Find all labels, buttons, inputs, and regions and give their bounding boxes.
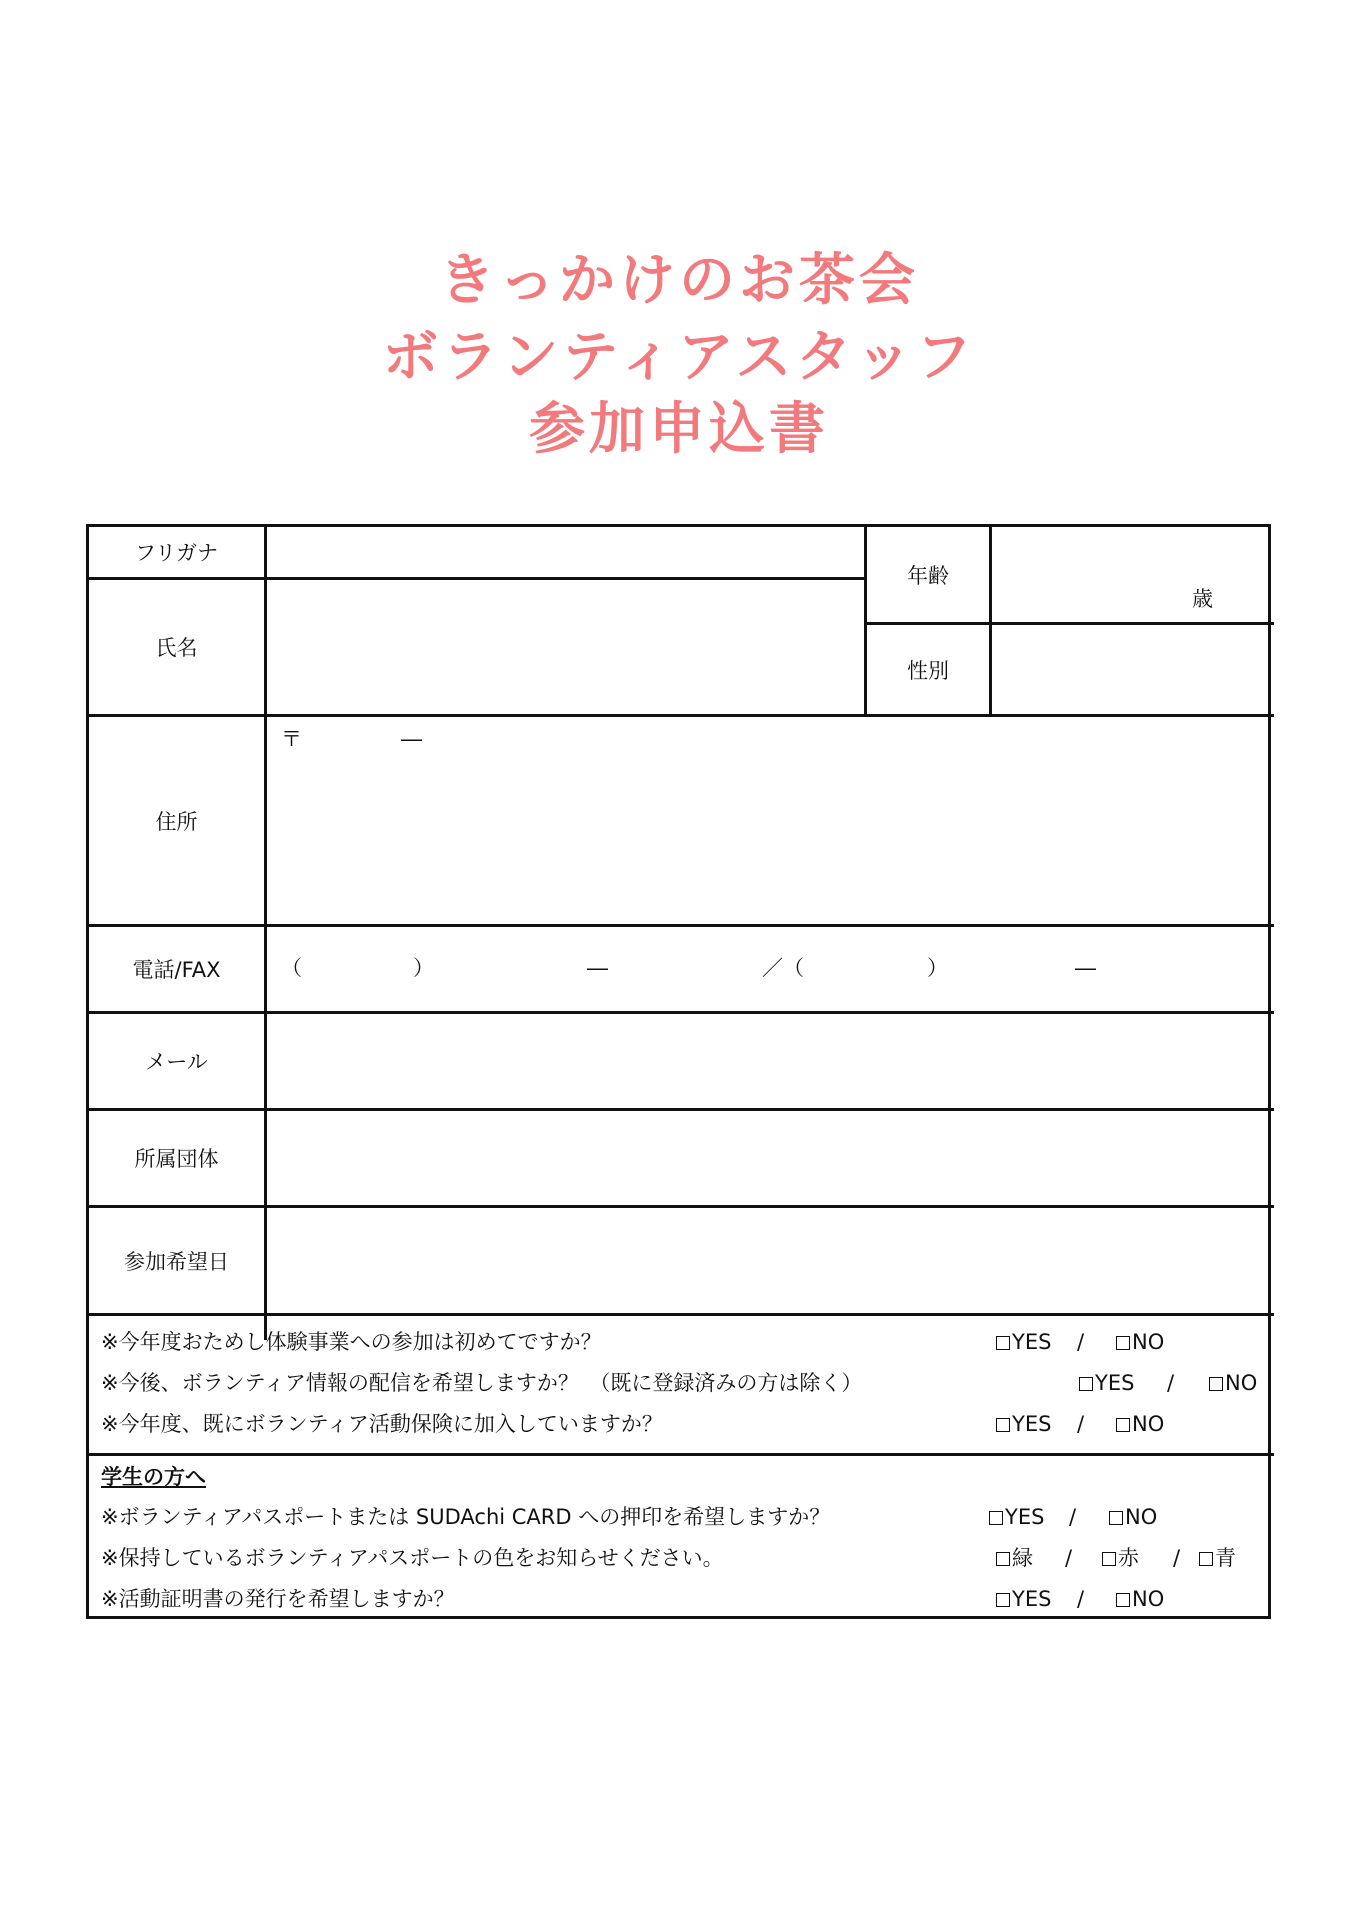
checkbox-icon[interactable] [1199, 1552, 1213, 1566]
checkbox-icon[interactable] [1102, 1552, 1116, 1566]
checkbox-icon[interactable] [1109, 1511, 1123, 1525]
question-passport-stamp: ※ボランティアパスポートまたは SUDAchi CARD への押印を希望しますか？ [101, 1505, 831, 1529]
q1-slash: / [1077, 1330, 1085, 1354]
checkbox-icon[interactable] [1209, 1377, 1223, 1391]
q6-yes-option[interactable]: YES [996, 1589, 1051, 1610]
furigana-label: フリガナ [135, 541, 218, 565]
color-blue-option[interactable]: 青 [1199, 1548, 1236, 1569]
checkbox-icon[interactable] [996, 1593, 1010, 1607]
checkbox-icon[interactable] [1079, 1377, 1093, 1391]
preferred-date-label: 参加希望日 [124, 1249, 229, 1274]
gender-label: 性別 [907, 658, 949, 683]
preferred-date-field[interactable] [267, 1208, 1274, 1313]
age-field[interactable] [992, 527, 1274, 622]
age-unit: 歳 [1192, 587, 1213, 611]
q4-slash: / [1069, 1505, 1077, 1529]
form-title-line1: きっかけのお茶会 [439, 248, 919, 313]
email-label: メール [145, 1050, 208, 1074]
furigana-field[interactable] [267, 527, 864, 577]
form-title-line3: 参加申込書 [529, 397, 829, 462]
color-red-option[interactable]: 赤 [1102, 1548, 1139, 1569]
q3-slash: / [1077, 1412, 1085, 1436]
postal-dash: ― [401, 727, 422, 751]
q3-yes-option[interactable]: YES [996, 1414, 1051, 1435]
fax-dash: ― [1075, 956, 1096, 980]
question-insurance: ※今年度、既にボランティア活動保険に加入していますか？ [101, 1412, 663, 1436]
gender-field[interactable] [992, 625, 1274, 714]
address-field[interactable] [267, 717, 1274, 924]
question-newsletter: ※今後、ボランティア情報の配信を希望しますか？ （既に登録済みの方は除く） [101, 1371, 863, 1395]
phone-dash: ― [587, 956, 608, 980]
q1-no-option[interactable]: NO [1116, 1332, 1164, 1353]
q3-no-option[interactable]: NO [1116, 1414, 1164, 1435]
student-section-heading: 学生の方へ [101, 1465, 206, 1489]
checkbox-icon[interactable] [1116, 1418, 1130, 1432]
application-form [86, 524, 1271, 1619]
checkbox-icon[interactable] [996, 1336, 1010, 1350]
q2-yes-option[interactable]: YES [1079, 1373, 1134, 1394]
fax-separator: ／（ [762, 956, 804, 980]
q2-no-option[interactable]: NO [1209, 1373, 1257, 1394]
phone-fax-field[interactable] [267, 927, 1274, 1011]
q4-no-option[interactable]: NO [1109, 1507, 1157, 1528]
name-label: 氏名 [155, 636, 198, 660]
postal-mark: 〒 [281, 727, 302, 751]
question-certificate: ※活動証明書の発行を希望しますか？ [101, 1587, 455, 1611]
age-label: 年齢 [907, 563, 949, 588]
q6-no-option[interactable]: NO [1116, 1589, 1164, 1610]
phone-paren-close: ） [413, 956, 434, 980]
divider [89, 1453, 1274, 1456]
phone-paren-open: （ [281, 956, 302, 980]
name-field[interactable] [267, 580, 864, 714]
organization-label: 所属団体 [134, 1147, 219, 1171]
q1-yes-option[interactable]: YES [996, 1332, 1051, 1353]
color-green-option[interactable]: 緑 [996, 1548, 1033, 1569]
organization-field[interactable] [267, 1111, 1274, 1205]
form-title-line2: ボランティアスタッフ [382, 325, 976, 390]
divider [89, 1313, 1274, 1316]
checkbox-icon[interactable] [989, 1511, 1003, 1525]
q2-slash: / [1167, 1371, 1175, 1395]
checkbox-icon[interactable] [996, 1418, 1010, 1432]
q4-yes-option[interactable]: YES [989, 1507, 1044, 1528]
address-label: 住所 [155, 809, 198, 834]
checkbox-icon[interactable] [996, 1552, 1010, 1566]
question-first-time: ※今年度おためし体験事業への参加は初めてですか？ [101, 1330, 602, 1354]
fax-paren-close: ） [927, 956, 948, 980]
question-passport-color: ※保持しているボランティアパスポートの色をお知らせください。 [101, 1546, 724, 1570]
email-field[interactable] [267, 1014, 1274, 1108]
checkbox-icon[interactable] [1116, 1593, 1130, 1607]
checkbox-icon[interactable] [1116, 1336, 1130, 1350]
phone-fax-label: 電話/FAX [132, 958, 221, 982]
color-slash-1: / [1065, 1546, 1073, 1570]
color-slash-2: / [1173, 1546, 1181, 1570]
q6-slash: / [1077, 1587, 1085, 1611]
